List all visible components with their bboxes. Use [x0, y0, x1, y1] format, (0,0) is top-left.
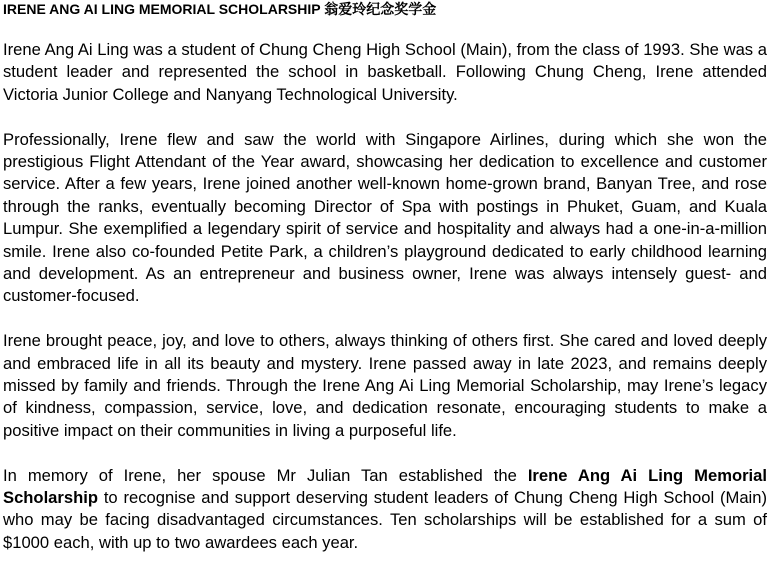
paragraph-legacy: Irene brought peace, joy, and love to others, always thinking of others first. She cared and loved deeply and embraced life in all its beauty and mystery. Irene passed away in late 2023, and remains deeply missed by family and friends. Through the Irene Ang Ai Ling Memorial Scholarship, may Irene’s legacy of kindness, compassion, service, love, and dedication resonate, encouraging students to make a positive impact on their communities in living a purposeful life. [3, 331, 767, 440]
scholarship-name: Irene Ang Ai Ling Memorial Scholarship [3, 465, 767, 508]
paragraph-background: Irene Ang Ai Ling was a student of Chung Cheng High School (Main), from the class of 1993. She was a student leader and represented the school in basketball. Following Chung Cheng, Irene attended Victoria Junior College and Nanyang Technological University. [3, 40, 767, 104]
document-title: IRENE ANG AI LING MEMORIAL SCHOLARSHIP 翁爱玲纪念奖学金 [3, 1, 437, 17]
document [3, 0, 767, 554]
paragraph-scholarship-lead: In memory of Irene, her spouse Mr Julian Tan established the [3, 465, 528, 485]
paragraph-scholarship-tail: to recognise and support deserving student leaders of Chung Cheng High School (Main) who may be facing disadvantaged circumstances. Ten scholarships will be established for a sum of $1000 each, with up to two awardees each year. [3, 488, 767, 552]
paragraph-career: Professionally, Irene flew and saw the world with Singapore Airlines, during which she won the prestigious Flight Attendant of the Year award, showcasing her dedication to excellence and customer service. After a few years, Irene joined another well-known home-grown brand, Banyan Tree, and rose through the ranks, eventually becoming Director of Spa with postings in Phuket, Guam, and Kuala Lumpur. She exemplified a legendary spirit of service and hospitality and always had a one-in-a-million smile. Irene also co-founded Petite Park, a children’s playground dedicated to early childhood learning and development. As an entrepreneur and business owner, Irene was always intensely guest- and customer-focused. [3, 129, 767, 306]
paragraph-scholarship [3, 465, 767, 555]
